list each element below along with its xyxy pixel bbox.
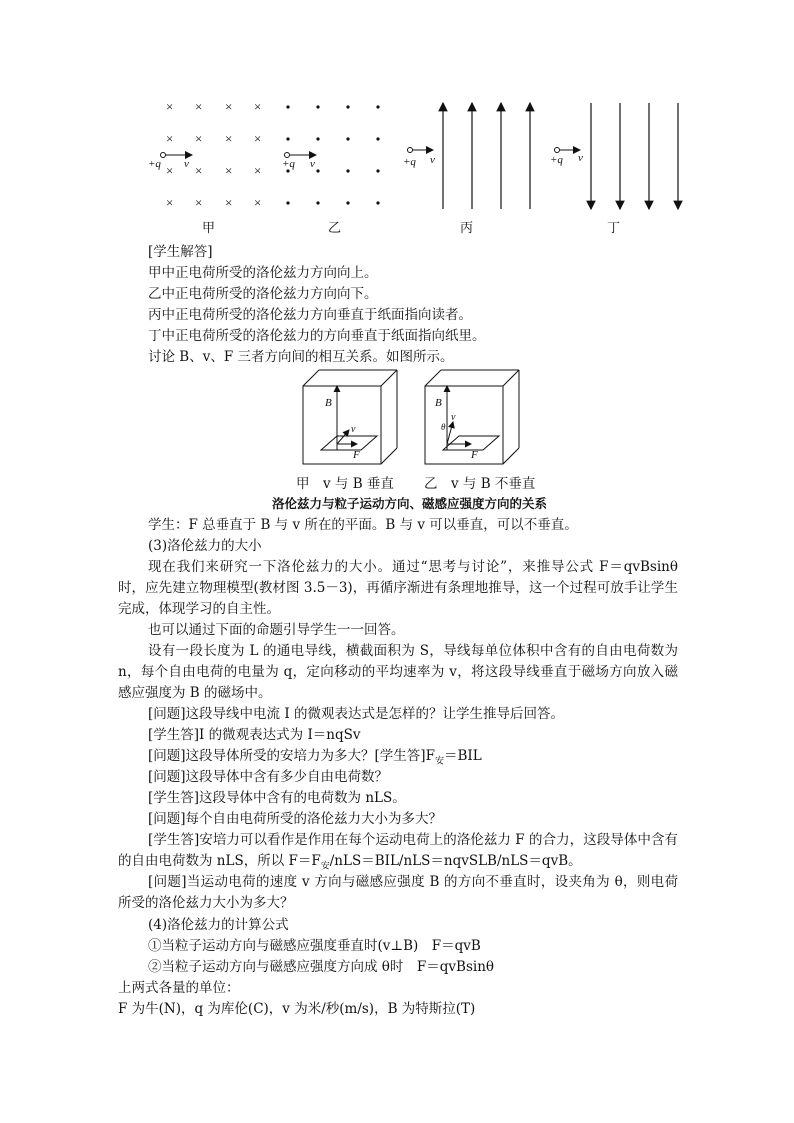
discussion-line: 讨论 B、v、F 三者方向间的相互关系。如图所示。 [148,349,454,365]
svg-text:+q: +q [282,158,295,170]
section-3-heading: (3)洛伦兹力的大小 [148,538,262,554]
label-yi: 乙 [328,220,342,235]
question-1: [问题]这段导线中电流 I 的微观表达式是怎样的？让学生推导后回答。 [148,706,564,722]
paragraph-setup: 设有一段长度为 L 的通电导线，横截面积为 S，导线每单位体积中含有的自由电荷数为 n，每个自由电荷的电量为 q，定向移动的平均速率为 v，将这段导线垂直于磁场方向放入磁感应强度为 B 的磁场中。 [118,643,678,701]
formula-angle: ②当粒子运动方向与磁感应强度方向成 θ时 F＝qvBsinθ [148,959,495,975]
svg-text:v: v [451,412,456,423]
svg-text:θ: θ [441,422,446,432]
svg-text:×: × [166,163,174,178]
svg-text:×: × [195,163,203,178]
svg-text:+q: +q [550,154,563,166]
relation-diagrams [295,368,555,470]
label-ding: 丁 [607,220,621,235]
cube-perpendicular [303,370,397,464]
label-bing: 丙 [460,220,474,235]
charge-ding [550,148,583,167]
svg-text:×: × [254,195,262,210]
svg-text:×: × [254,131,262,146]
formula-perpendicular: ①当粒子运动方向与磁感应强度垂直时(v⊥B) F＝qvB [148,938,481,954]
field-bing-lines [443,103,530,209]
svg-text:+q: +q [148,158,161,170]
paragraph-guide: 也可以通过下面的命题引导学生一一回答。 [148,622,405,638]
svg-text:×: × [225,163,233,178]
answer-yi: 乙中正电荷所受的洛伦兹力方向向下。 [148,286,378,302]
svg-text:×: × [225,99,233,114]
question-2: [问题]这段导体所受的安培力为多大？[学生答]$F_安=BIL$ [148,748,482,767]
question-4: [问题]每个自由电荷所受的洛伦兹力大小为多大？ [148,811,443,827]
svg-text:v: v [351,424,356,435]
svg-text:×: × [166,195,174,210]
svg-text:F: F [353,449,360,461]
charge-bing [403,148,435,169]
svg-text:×: × [166,131,174,146]
units-title: 上两式各量的单位： [118,980,240,996]
svg-text:v: v [578,152,583,164]
answer-bing: 丙中正电荷所受的洛伦兹力方向垂直于纸面指向读者。 [148,307,472,323]
answer-4: [学生答]安培力可以看作是作用在每个运动电荷上的洛伦兹力 F 的合力，这段导体中含有的自由电荷数为 nLS，所以 $F=F_安/nLS=BIL/nLS=nqvSLB/nLS=qvB$。 [118,832,678,872]
svg-text:×: × [225,131,233,146]
label-jia: 甲 [202,220,216,235]
answer-1: [学生答]I 的微观表达式为 I＝nqSv [148,727,361,743]
svg-text:×: × [195,195,203,210]
svg-text:B: B [435,397,442,409]
field-diagrams [130,95,690,240]
section-4-heading: (4)洛伦兹力的计算公式 [148,917,289,933]
svg-text:v: v [184,158,189,170]
svg-text:v: v [310,158,315,170]
question-3: [问题]这段导体中含有多少自由电荷数？ [148,769,389,785]
svg-text:×: × [195,131,203,146]
svg-text:v: v [430,154,435,166]
answer-ding: 丁中正电荷所受的洛伦兹力的方向垂直于纸面指向纸里。 [148,328,486,344]
field-ding-lines [591,103,678,209]
paragraph-derivation: 现在我们来研究一下洛伦兹力的大小。通过“思考与讨论”，来推导公式 F＝qvBsinθ 时，应先建立物理模型(教材图 3.5－3)，再循序渐进有条理地推导，这一个过程可放手让学生完成，体现学习的自主性。 [118,559,678,617]
student-answer-header: [学生解答] [148,244,213,260]
answer-3: [学生答]这段导体中含有的电荷数为 nLS。 [148,790,406,806]
svg-text:×: × [225,195,233,210]
charge-yi [282,153,316,171]
figure-caption-title: 洛伦兹力与粒子运动方向、磁感应强度方向的关系 [272,496,548,511]
question-5: [问题]当运动电荷的速度 v 方向与磁感应强度 B 的方向不垂直时，设夹角为 θ，则电荷所受的洛伦兹力大小为多大？ [118,874,678,911]
svg-text:×: × [195,99,203,114]
student-plane-statement: 学生：F 总垂直于 B 与 v 所在的平面。B 与 v 可以垂直，可以不垂直。 [148,517,578,533]
units-line: F 为牛(N)，q 为库伦(C)，v 为米/秒(m/s)，B 为特斯拉(T) [118,1001,476,1017]
caption-perpendicular: 甲 v 与 B 垂直 [296,476,394,492]
svg-text:+q: +q [403,156,416,168]
svg-text:B: B [325,397,332,409]
svg-text:×: × [254,163,262,178]
svg-text:×: × [166,99,174,114]
caption-not-perpendicular: 乙 v 与 B 不垂直 [424,476,536,492]
answer-jia: 甲中正电荷所受的洛伦兹力方向向上。 [148,265,378,281]
svg-text:F: F [471,449,478,461]
svg-text:×: × [254,99,262,114]
